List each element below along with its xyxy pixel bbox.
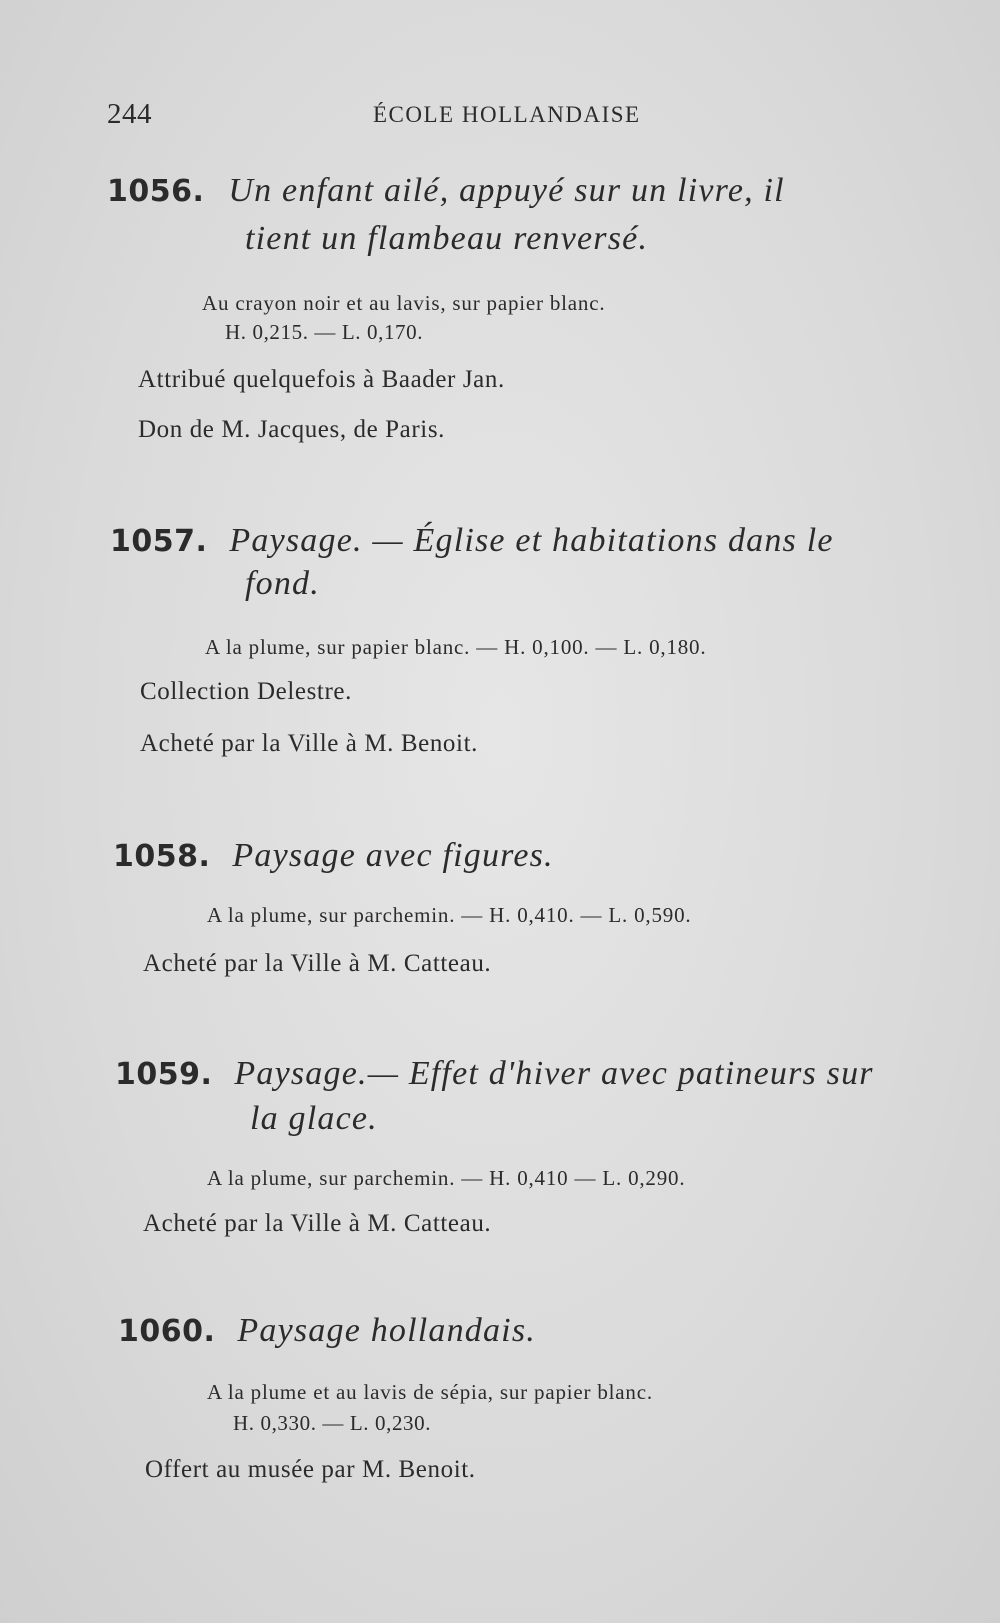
entry-title-line [110, 522, 834, 560]
entry-title-line [107, 172, 785, 210]
entry-technique: A la plume et au lavis de sépia, sur papier blanc. [207, 1380, 653, 1404]
entry-number: 1058. [113, 839, 211, 874]
entry-title: Un enfant ailé, appuyé sur un livre, il [228, 172, 785, 209]
entry-number: 1056. [107, 174, 205, 209]
entry-title-continuation: fond. [245, 565, 320, 602]
entry-technique: A la plume, sur parchemin. — H. 0,410 — L. 0,290. [207, 1166, 686, 1190]
running-head [0, 98, 1000, 138]
entry-number: 1057. [110, 524, 208, 559]
entry-note: Don de M. Jacques, de Paris. [138, 416, 446, 443]
entry-title-continuation: tient un flambeau renversé. [245, 220, 649, 257]
entry-title-line [115, 1055, 874, 1093]
entry-note: Acheté par la Ville à M. Benoit. [140, 730, 478, 757]
entry-title: Paysage.— Effet d'hiver avec patineurs sur [234, 1055, 874, 1092]
entry-note: Collection Delestre. [140, 678, 352, 705]
entry-note: Acheté par la Ville à M. Catteau. [143, 1210, 492, 1237]
entry-number: 1060. [118, 1314, 216, 1349]
entry-note: Acheté par la Ville à M. Catteau. [143, 950, 492, 977]
entry-number: 1059. [115, 1057, 213, 1092]
entry-dimensions: H. 0,330. — L. 0,230. [233, 1411, 432, 1435]
entry-note: Attribué quelquefois à Baader Jan. [138, 366, 505, 393]
entry-dimensions: H. 0,215. — L. 0,170. [225, 320, 424, 344]
entry-title-line [118, 1312, 536, 1350]
entry-technique: A la plume, sur parchemin. — H. 0,410. — L. 0,590. [207, 903, 692, 927]
entry-title-line [113, 837, 554, 875]
entry-technique: A la plume, sur papier blanc. — H. 0,100. — L. 0,180. [205, 635, 707, 659]
entry-technique: Au crayon noir et au lavis, sur papier blanc. [202, 291, 606, 315]
entry-title-continuation: la glace. [250, 1100, 378, 1137]
page-number: 244 [107, 98, 152, 130]
section-heading: ÉCOLE HOLLANDAISE [373, 102, 641, 127]
entry-title: Paysage. — Église et habitations dans le [229, 522, 834, 559]
entry-title: Paysage hollandais. [237, 1312, 536, 1349]
entry-note: Offert au musée par M. Benoit. [145, 1456, 476, 1483]
entry-title: Paysage avec figures. [232, 837, 554, 874]
